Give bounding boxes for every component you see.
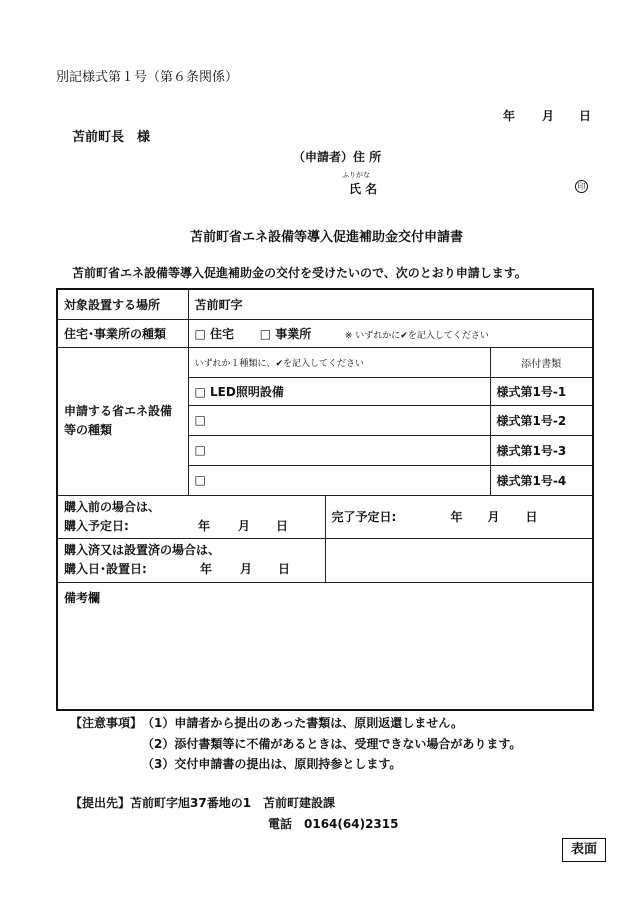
completion-year: 年	[450, 510, 463, 524]
attachment-form-4: 様式第1号-4	[490, 465, 593, 495]
attachment-form-3: 様式第1号-3	[490, 435, 593, 465]
equipment-checkbox-4[interactable]: □	[188, 465, 490, 495]
planned-year: 年	[198, 518, 211, 533]
note-item-1: （1）申請者から提出のあった書類は、原則返還しません。	[142, 716, 463, 730]
applicant-name-label: 氏 名	[349, 182, 378, 196]
date-year: 年	[503, 109, 516, 123]
application-table	[56, 288, 594, 711]
addressee: 苫前町長 様	[72, 130, 151, 145]
planned-date-row	[64, 517, 319, 536]
completion-date-cell[interactable]	[325, 495, 593, 538]
type-options-cell	[188, 319, 593, 347]
notes-label: 【注意事項】	[70, 716, 143, 730]
submission-phone: 電話 0164(64)2315	[268, 817, 399, 831]
type-label: 住宅･事業所の種類	[57, 319, 188, 347]
type-note: ※ いずれかに✔を記入してください	[344, 330, 489, 341]
seal-mark: 印	[575, 180, 588, 193]
attachment-form-1: 様式第1号-1	[490, 377, 593, 405]
completion-day: 日	[525, 510, 538, 524]
face-label: 表面	[562, 838, 606, 862]
submission-address: 苫前町字旭37番地の1 苫前町建設課	[130, 796, 336, 810]
planned-day: 日	[276, 518, 289, 533]
purchased-date-label: 購入日･設置日:	[64, 562, 147, 576]
remarks-label: 備考欄	[64, 590, 101, 605]
date-month: 月	[542, 109, 555, 123]
note-item-3: （3）交付申請書の提出は、原則持参とします。	[142, 757, 402, 771]
intro-text: 苫前町省エネ設備等導入促進補助金の交付を受けたいので、次のとおり申請します。	[72, 266, 527, 280]
location-field[interactable]: 苫前町字	[188, 289, 593, 319]
equipment-header: いずれか１種類に、✔を記入してください	[188, 347, 490, 377]
purchased-blank-cell	[325, 538, 593, 582]
residence-checkbox[interactable]: □ 住宅	[194, 326, 235, 341]
purchased-year: 年	[200, 562, 213, 576]
note-item-2: （2）添付書類等に不備があるときは、受理できない場合があります。	[142, 737, 522, 751]
after-purchase-label: 購入済又は設置済の場合は、	[64, 543, 221, 557]
date-day: 日	[579, 109, 592, 123]
equipment-label: 申請する省エネ設備等の種類	[57, 347, 188, 495]
business-checkbox[interactable]: □ 事業所	[259, 326, 312, 341]
submission-label: 【提出先】	[70, 796, 131, 810]
planned-date-label: 購入予定日:	[64, 518, 129, 533]
equipment-checkbox-3[interactable]: □	[188, 435, 490, 465]
location-label: 対象設置する場所	[57, 289, 188, 319]
before-purchase-label: 購入前の場合は、	[64, 499, 161, 514]
purchased-date-cell[interactable]	[57, 538, 325, 582]
applicant-address-label: （申請者）住 所	[293, 150, 382, 164]
document-title: 苫前町省エネ設備等導入促進補助金交付申請書	[190, 230, 464, 245]
purchased-month: 月	[240, 562, 253, 576]
completion-month: 月	[487, 510, 500, 524]
remarks-cell[interactable]	[57, 582, 593, 710]
equipment-led-checkbox[interactable]: □ LED照明設備	[188, 377, 490, 405]
attachment-form-2: 様式第1号-2	[490, 405, 593, 435]
purchased-day: 日	[278, 562, 291, 576]
purchase-planned-cell[interactable]	[57, 495, 325, 538]
purchased-date-row	[64, 560, 319, 579]
attachment-header: 添付書類	[490, 347, 593, 377]
equipment-checkbox-2[interactable]: □	[188, 405, 490, 435]
completion-date-label: 完了予定日:	[331, 510, 397, 524]
furigana-label: ふりがな	[342, 171, 370, 179]
form-number: 別記様式第１号（第６条関係）	[56, 70, 239, 85]
planned-month: 月	[238, 518, 251, 533]
